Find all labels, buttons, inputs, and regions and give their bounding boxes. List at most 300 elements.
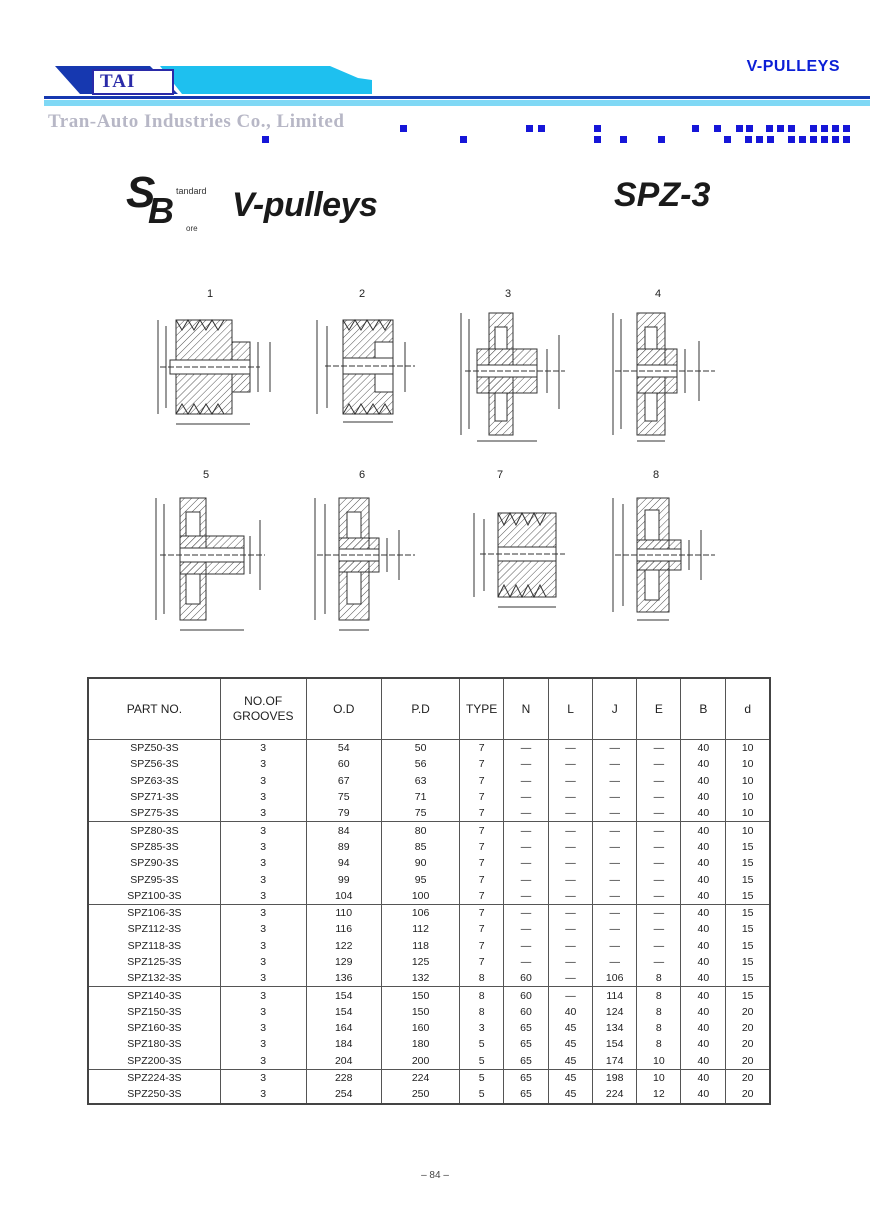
cell-part-no: SPZ71-3S (88, 789, 220, 805)
cell-od: 94 (306, 855, 381, 871)
cell-e: 10 (637, 1053, 681, 1070)
cell-j: 134 (593, 1020, 637, 1036)
cell-b: 40 (681, 789, 726, 805)
cell-l: 45 (549, 1020, 593, 1036)
cell-grooves: 3 (220, 1086, 306, 1103)
page-title: V-pulleys (232, 186, 378, 224)
cell-od: 60 (306, 756, 381, 772)
cell-pd: 224 (381, 1069, 459, 1086)
pulley-type-2-diagram (305, 312, 435, 432)
page-number: – 84 – (421, 1170, 449, 1181)
cell-type: 7 (460, 805, 504, 822)
cell-n: — (503, 938, 548, 954)
cell-type: 7 (460, 855, 504, 871)
cell-j: — (593, 888, 637, 905)
cell-od: 136 (306, 970, 381, 987)
table-row (88, 839, 770, 855)
col-header-d: d (726, 678, 770, 740)
cell-b: 40 (681, 1020, 726, 1036)
cell-od: 154 (306, 987, 381, 1004)
cell-part-no: SPZ250-3S (88, 1086, 220, 1103)
cell-e: — (637, 839, 681, 855)
cell-pd: 125 (381, 954, 459, 970)
cell-b: 40 (681, 987, 726, 1004)
cell-pd: 95 (381, 871, 459, 887)
cell-e: — (637, 871, 681, 887)
cell-b: 40 (681, 773, 726, 789)
cell-grooves: 3 (220, 921, 306, 937)
cell-n: — (503, 773, 548, 789)
sb-logo-bore: ore (186, 224, 198, 233)
cell-grooves: 3 (220, 938, 306, 954)
cell-b: 40 (681, 888, 726, 905)
cell-od: 184 (306, 1036, 381, 1052)
table-row (88, 904, 770, 921)
cell-l: — (549, 839, 593, 855)
cell-grooves: 3 (220, 1020, 306, 1036)
table-row (88, 773, 770, 789)
cell-d: 15 (726, 871, 770, 887)
cell-l: — (549, 773, 593, 789)
cell-type: 5 (460, 1053, 504, 1070)
cell-grooves: 3 (220, 1053, 306, 1070)
cell-grooves: 3 (220, 839, 306, 855)
cell-n: 65 (503, 1036, 548, 1052)
cell-b: 40 (681, 805, 726, 822)
cell-d: 15 (726, 921, 770, 937)
cell-j: — (593, 921, 637, 937)
cell-pd: 150 (381, 1004, 459, 1020)
cell-grooves: 3 (220, 888, 306, 905)
pulley-type-7-diagram (460, 505, 570, 615)
cell-n: 60 (503, 1004, 548, 1020)
cell-l: — (549, 789, 593, 805)
table-row (88, 1004, 770, 1020)
cell-grooves: 3 (220, 773, 306, 789)
cell-l: — (549, 871, 593, 887)
cell-j: — (593, 938, 637, 954)
cell-j: — (593, 855, 637, 871)
cell-l: — (549, 970, 593, 987)
cell-n: — (503, 904, 548, 921)
cell-d: 15 (726, 970, 770, 987)
cell-type: 8 (460, 1004, 504, 1020)
cell-type: 7 (460, 756, 504, 772)
spec-table (87, 677, 771, 1105)
table-row (88, 1053, 770, 1070)
cell-grooves: 3 (220, 805, 306, 822)
cell-l: — (549, 938, 593, 954)
col-header-e: E (637, 678, 681, 740)
cell-od: 75 (306, 789, 381, 805)
cell-pd: 112 (381, 921, 459, 937)
col-header-n: N (503, 678, 548, 740)
cell-l: — (549, 822, 593, 839)
cell-l: 45 (549, 1069, 593, 1086)
cell-type: 7 (460, 954, 504, 970)
cell-od: 254 (306, 1086, 381, 1103)
cell-d: 20 (726, 1086, 770, 1103)
cell-part-no: SPZ118-3S (88, 938, 220, 954)
cell-part-no: SPZ140-3S (88, 987, 220, 1004)
cell-l: — (549, 954, 593, 970)
cell-l: 45 (549, 1036, 593, 1052)
cell-j: 198 (593, 1069, 637, 1086)
diagram-2-label: 2 (358, 288, 366, 300)
cell-od: 164 (306, 1020, 381, 1036)
cell-d: 10 (726, 740, 770, 757)
table-row (88, 805, 770, 822)
cell-e: — (637, 822, 681, 839)
cell-pd: 80 (381, 822, 459, 839)
cell-j: — (593, 756, 637, 772)
cell-n: — (503, 921, 548, 937)
cell-d: 15 (726, 839, 770, 855)
cell-type: 7 (460, 789, 504, 805)
cell-b: 40 (681, 1053, 726, 1070)
cell-j: — (593, 740, 637, 757)
table-row (88, 855, 770, 871)
cell-l: — (549, 987, 593, 1004)
col-header-type: TYPE (460, 678, 504, 740)
cell-e: — (637, 789, 681, 805)
cell-l: — (549, 756, 593, 772)
cell-j: — (593, 789, 637, 805)
diagram-6-label: 6 (358, 469, 366, 481)
cell-grooves: 3 (220, 970, 306, 987)
cell-od: 67 (306, 773, 381, 789)
cell-part-no: SPZ75-3S (88, 805, 220, 822)
cell-grooves: 3 (220, 987, 306, 1004)
table-row (88, 970, 770, 987)
cell-type: 7 (460, 773, 504, 789)
cell-e: — (637, 855, 681, 871)
cell-part-no: SPZ90-3S (88, 855, 220, 871)
cell-l: — (549, 904, 593, 921)
cell-b: 40 (681, 839, 726, 855)
cell-type: 5 (460, 1086, 504, 1103)
pulley-type-4-diagram (605, 305, 725, 445)
cell-type: 8 (460, 970, 504, 987)
cell-od: 110 (306, 904, 381, 921)
cell-j: 106 (593, 970, 637, 987)
cell-pd: 90 (381, 855, 459, 871)
diagram-4-label: 4 (654, 288, 662, 300)
cell-e: 8 (637, 1020, 681, 1036)
cell-grooves: 3 (220, 855, 306, 871)
cell-n: — (503, 855, 548, 871)
cell-pd: 56 (381, 756, 459, 772)
cell-d: 15 (726, 855, 770, 871)
table-row (88, 871, 770, 887)
table-row (88, 756, 770, 772)
cell-n: 65 (503, 1069, 548, 1086)
cell-b: 40 (681, 1086, 726, 1103)
table-row (88, 789, 770, 805)
cell-n: 65 (503, 1053, 548, 1070)
col-header-j: J (593, 678, 637, 740)
cell-pd: 118 (381, 938, 459, 954)
diagram-5-label: 5 (202, 469, 210, 481)
cell-e: — (637, 921, 681, 937)
pulley-type-8-diagram (605, 490, 725, 630)
table-row (88, 987, 770, 1004)
pulley-type-6-diagram (305, 490, 425, 640)
cell-type: 7 (460, 888, 504, 905)
diagram-1-label: 1 (206, 288, 214, 300)
col-header-part-no: PART NO. (88, 678, 220, 740)
sb-logo-standard: tandard (176, 186, 207, 196)
cell-d: 15 (726, 954, 770, 970)
cell-e: — (637, 805, 681, 822)
header-band (0, 0, 870, 110)
cell-j: — (593, 773, 637, 789)
table-header-row (88, 678, 770, 740)
cell-j: — (593, 954, 637, 970)
cell-b: 40 (681, 1036, 726, 1052)
cell-b: 40 (681, 904, 726, 921)
brand-logo: TAI (100, 71, 136, 92)
cell-b: 40 (681, 855, 726, 871)
cell-l: — (549, 855, 593, 871)
cell-j: — (593, 822, 637, 839)
cell-d: 20 (726, 1020, 770, 1036)
cell-b: 40 (681, 756, 726, 772)
cell-pd: 180 (381, 1036, 459, 1052)
cell-l: — (549, 921, 593, 937)
cell-grooves: 3 (220, 822, 306, 839)
table-row (88, 822, 770, 839)
cell-e: 8 (637, 1004, 681, 1020)
cell-d: 10 (726, 805, 770, 822)
cell-l: 45 (549, 1086, 593, 1103)
cell-od: 154 (306, 1004, 381, 1020)
cell-pd: 75 (381, 805, 459, 822)
cell-od: 228 (306, 1069, 381, 1086)
cell-b: 40 (681, 954, 726, 970)
pulley-type-5-diagram (150, 490, 280, 640)
cell-d: 10 (726, 756, 770, 772)
cell-d: 20 (726, 1036, 770, 1052)
cell-e: 8 (637, 987, 681, 1004)
pulley-type-1-diagram (150, 312, 280, 432)
cell-pd: 50 (381, 740, 459, 757)
cell-n: — (503, 954, 548, 970)
cell-d: 10 (726, 822, 770, 839)
col-header-l: L (549, 678, 593, 740)
cell-type: 7 (460, 904, 504, 921)
cell-e: 8 (637, 970, 681, 987)
cell-part-no: SPZ150-3S (88, 1004, 220, 1020)
cell-e: — (637, 740, 681, 757)
cell-part-no: SPZ200-3S (88, 1053, 220, 1070)
company-name: Tran-Auto Industries Co., Limited (48, 111, 345, 132)
table-row (88, 1036, 770, 1052)
cell-e: 10 (637, 1069, 681, 1086)
sb-logo-s: S (126, 168, 156, 217)
cell-pd: 150 (381, 987, 459, 1004)
cell-part-no: SPZ63-3S (88, 773, 220, 789)
cell-grooves: 3 (220, 1069, 306, 1086)
cell-part-no: SPZ180-3S (88, 1036, 220, 1052)
cell-l: — (549, 888, 593, 905)
cell-d: 10 (726, 773, 770, 789)
cell-type: 5 (460, 1069, 504, 1086)
cell-type: 7 (460, 921, 504, 937)
cell-od: 204 (306, 1053, 381, 1070)
cell-pd: 71 (381, 789, 459, 805)
cell-pd: 106 (381, 904, 459, 921)
table-row (88, 740, 770, 757)
cell-pd: 160 (381, 1020, 459, 1036)
cell-j: 114 (593, 987, 637, 1004)
cell-l: 45 (549, 1053, 593, 1070)
cell-od: 84 (306, 822, 381, 839)
cell-part-no: SPZ132-3S (88, 970, 220, 987)
cell-e: — (637, 904, 681, 921)
cell-type: 3 (460, 1020, 504, 1036)
cell-n: — (503, 805, 548, 822)
cell-od: 54 (306, 740, 381, 757)
cell-n: 60 (503, 987, 548, 1004)
cell-pd: 85 (381, 839, 459, 855)
cell-b: 40 (681, 970, 726, 987)
cell-part-no: SPZ95-3S (88, 871, 220, 887)
table-row (88, 888, 770, 905)
cell-d: 10 (726, 789, 770, 805)
cell-j: — (593, 839, 637, 855)
cell-j: 154 (593, 1036, 637, 1052)
diagram-7-label: 7 (496, 469, 504, 481)
cell-b: 40 (681, 1069, 726, 1086)
cell-od: 129 (306, 954, 381, 970)
cell-pd: 132 (381, 970, 459, 987)
cell-part-no: SPZ56-3S (88, 756, 220, 772)
cell-j: 224 (593, 1086, 637, 1103)
cell-j: — (593, 904, 637, 921)
cell-part-no: SPZ112-3S (88, 921, 220, 937)
cell-type: 7 (460, 871, 504, 887)
cell-l: — (549, 740, 593, 757)
cell-j: — (593, 805, 637, 822)
table-row (88, 1020, 770, 1036)
cell-n: — (503, 822, 548, 839)
cell-type: 5 (460, 1036, 504, 1052)
cell-pd: 63 (381, 773, 459, 789)
table-row (88, 921, 770, 937)
section-title: V-PULLEYS (746, 58, 840, 75)
table-row (88, 938, 770, 954)
cell-grooves: 3 (220, 954, 306, 970)
sb-logo-b: B (148, 190, 174, 231)
pulley-type-3-diagram (455, 305, 585, 445)
cell-od: 89 (306, 839, 381, 855)
cell-od: 104 (306, 888, 381, 905)
cell-b: 40 (681, 1004, 726, 1020)
cell-n: — (503, 839, 548, 855)
cell-n: — (503, 756, 548, 772)
cell-grooves: 3 (220, 1004, 306, 1020)
cell-od: 116 (306, 921, 381, 937)
cell-b: 40 (681, 938, 726, 954)
cell-n: 65 (503, 1020, 548, 1036)
cell-b: 40 (681, 822, 726, 839)
cell-b: 40 (681, 740, 726, 757)
cell-od: 99 (306, 871, 381, 887)
col-header-pd: P.D (381, 678, 459, 740)
cell-n: — (503, 789, 548, 805)
cell-d: 15 (726, 987, 770, 1004)
table-row (88, 1069, 770, 1086)
cell-n: — (503, 871, 548, 887)
cell-j: 174 (593, 1053, 637, 1070)
cell-grooves: 3 (220, 904, 306, 921)
cell-type: 7 (460, 938, 504, 954)
cell-type: 7 (460, 822, 504, 839)
cell-n: — (503, 740, 548, 757)
cell-n: 65 (503, 1086, 548, 1103)
cell-e: — (637, 888, 681, 905)
cell-pd: 250 (381, 1086, 459, 1103)
cell-n: — (503, 888, 548, 905)
diagram-3-label: 3 (504, 288, 512, 300)
cell-j: — (593, 871, 637, 887)
cell-type: 8 (460, 987, 504, 1004)
cell-od: 79 (306, 805, 381, 822)
cell-l: 40 (549, 1004, 593, 1020)
cell-pd: 200 (381, 1053, 459, 1070)
cell-type: 7 (460, 839, 504, 855)
cell-j: 124 (593, 1004, 637, 1020)
cell-part-no: SPZ80-3S (88, 822, 220, 839)
cell-d: 20 (726, 1004, 770, 1020)
table-row (88, 954, 770, 970)
cell-part-no: SPZ50-3S (88, 740, 220, 757)
cell-e: 8 (637, 1036, 681, 1052)
cell-l: — (549, 805, 593, 822)
cell-e: 12 (637, 1086, 681, 1103)
cell-grooves: 3 (220, 1036, 306, 1052)
series-title: SPZ-3 (614, 176, 711, 214)
cell-d: 15 (726, 904, 770, 921)
cell-part-no: SPZ160-3S (88, 1020, 220, 1036)
spec-table-body (88, 740, 770, 1104)
cell-grooves: 3 (220, 789, 306, 805)
cell-b: 40 (681, 871, 726, 887)
cell-e: — (637, 773, 681, 789)
cell-e: — (637, 756, 681, 772)
cell-part-no: SPZ125-3S (88, 954, 220, 970)
cell-d: 20 (726, 1069, 770, 1086)
cell-e: — (637, 954, 681, 970)
cell-grooves: 3 (220, 756, 306, 772)
cell-d: 15 (726, 888, 770, 905)
cell-grooves: 3 (220, 740, 306, 757)
col-header-od: O.D (306, 678, 381, 740)
cell-part-no: SPZ106-3S (88, 904, 220, 921)
table-row (88, 1086, 770, 1103)
col-header-b: B (681, 678, 726, 740)
cell-n: 60 (503, 970, 548, 987)
col-header-grooves: NO.OF GROOVES (220, 678, 306, 740)
cell-grooves: 3 (220, 871, 306, 887)
cell-b: 40 (681, 921, 726, 937)
cell-e: — (637, 938, 681, 954)
cell-pd: 100 (381, 888, 459, 905)
cell-d: 20 (726, 1053, 770, 1070)
cell-type: 7 (460, 740, 504, 757)
cell-part-no: SPZ100-3S (88, 888, 220, 905)
